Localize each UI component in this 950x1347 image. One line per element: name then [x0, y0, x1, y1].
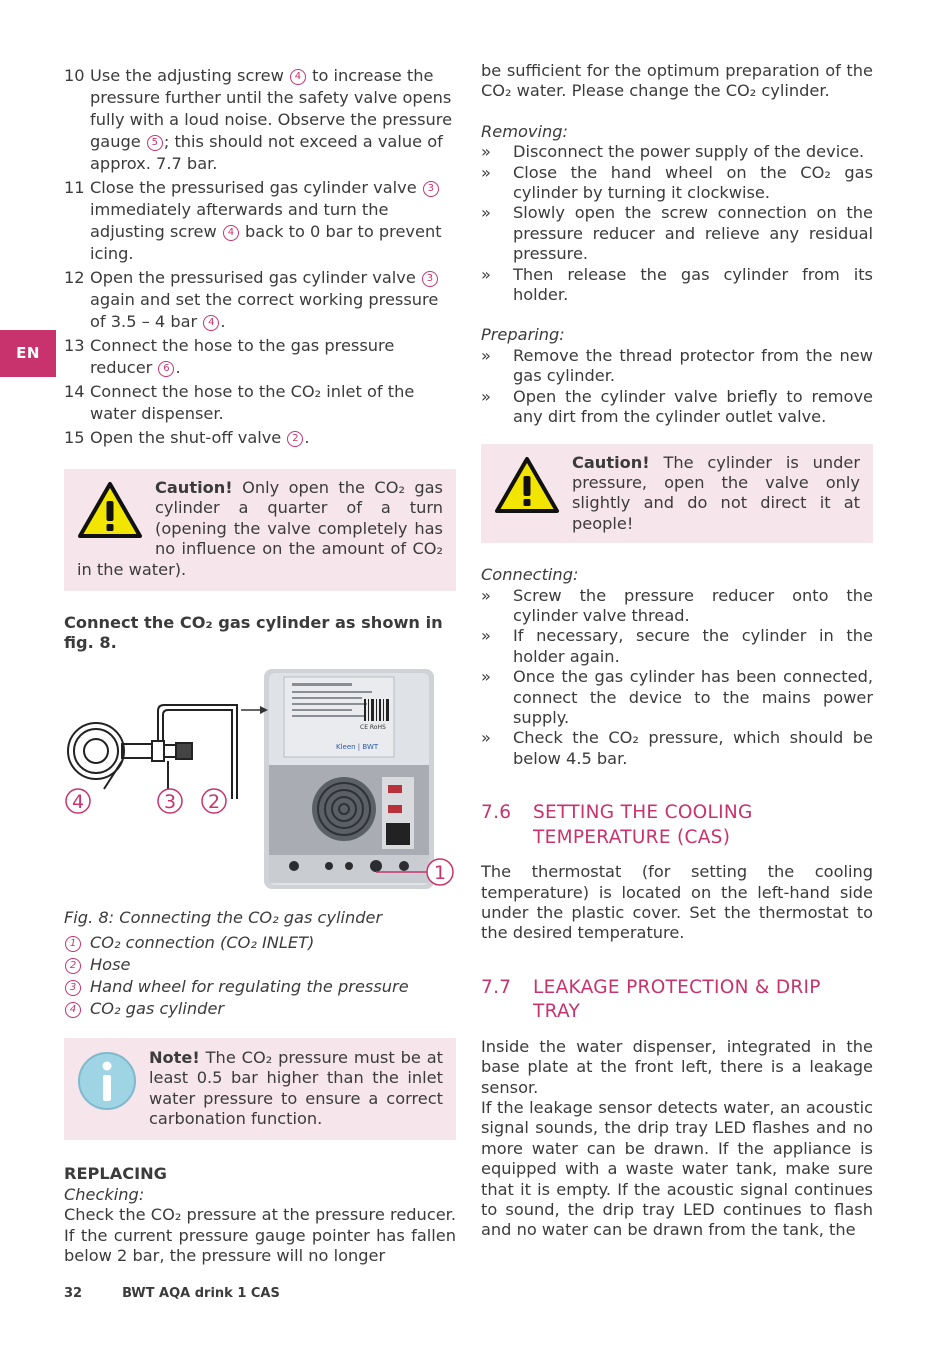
warning-icon — [494, 456, 560, 519]
bullet-mark: » — [481, 626, 491, 646]
step-text-part: Connect the hose to the gas pressure reducer — [90, 336, 395, 377]
legend-item — [64, 998, 456, 1020]
step-text — [90, 65, 456, 175]
svg-text:CE RoHS: CE RoHS — [360, 723, 386, 731]
callout-2: 2 — [207, 790, 221, 813]
step-item — [64, 65, 456, 175]
step-text-part: to increase the pressure further until the safety valve opens fully with a loud noise. Observe the pressure gauge — [90, 66, 453, 151]
bullet-mark: » — [481, 162, 491, 182]
warning-icon — [77, 481, 143, 544]
section-7-6-text: The thermostat (for setting the cooling temperature) is located on the left-hand side under the plastic cover. Set the thermostat to the desired temperature. — [481, 862, 873, 943]
legend-item — [64, 932, 456, 954]
step-text-part: again and set the correct working pressure of 3.5 – 4 bar — [90, 290, 439, 331]
page-number: 32 — [64, 1286, 83, 1301]
left-column — [64, 65, 456, 1267]
step-number: 11 — [64, 178, 85, 197]
step-text-part: Open the pressurised gas cylinder valve — [90, 268, 421, 287]
list-item — [481, 728, 873, 769]
connect-heading: Connect the CO₂ gas cylinder as shown in fig. 8. — [64, 613, 443, 653]
legend-item — [64, 954, 456, 976]
step-text-part: Close the pressurised gas cylinder valve — [90, 178, 422, 197]
list-item-text: Slowly open the screw connection on the pressure reducer and relieve any residual pressure. — [513, 203, 873, 264]
bullet-mark: » — [481, 728, 491, 748]
legend-text: CO₂ gas cylinder — [90, 998, 225, 1018]
step-text-part: Connect the hose to the CO₂ inlet of the water dispenser. — [90, 382, 415, 423]
document-title: BWT AQA drink 1 CAS — [122, 1286, 280, 1301]
legend-number: 3 — [65, 980, 81, 996]
language-tab: EN — [0, 330, 56, 377]
replacing-heading: REPLACING — [64, 1164, 167, 1184]
list-item — [481, 387, 873, 428]
section-7-7-paragraph-2: If the leakage sensor detects water, an acoustic signal sounds, the drip tray LED flashes and no more water can be drawn. If the appliance is equipped with a waste water tank, make sure that it is empty. If the acoustic signal continues to sound, the drip tray LED continues to flash and no water can be drawn from the tank, the — [481, 1098, 873, 1240]
legend-number: 1 — [65, 936, 81, 952]
continued-text: be sufficient for the optimum preparation of the CO₂ water. Please change the CO₂ cylinder. — [481, 61, 873, 101]
figure-8 — [64, 669, 456, 899]
step-number: 14 — [64, 382, 85, 401]
caution-label: Caution! — [155, 478, 233, 497]
list-item-text: Close the hand wheel on the CO₂ gas cylinder by turning it clockwise. — [513, 162, 873, 203]
list-item-text: Then release the gas cylinder from its holder. — [513, 264, 873, 305]
list-item — [481, 203, 873, 264]
list-item — [481, 163, 873, 204]
step-item — [64, 381, 456, 425]
bullet-mark: » — [481, 667, 491, 687]
bullet-mark: » — [481, 386, 491, 406]
caution-box-right — [481, 444, 873, 544]
reference-number: 4 — [290, 69, 306, 85]
step-text — [90, 427, 456, 449]
list-item-text: Once the gas cylinder has been connected, connect the device to the mains power supply. — [513, 667, 873, 727]
reference-number: 6 — [158, 361, 174, 377]
list-item — [481, 346, 873, 387]
removing-list — [481, 142, 873, 305]
checking-text: Check the CO₂ pressure at the pressure reducer. If the current pressure gauge pointer has fallen below 2 bar, the pressure will no longer — [64, 1205, 456, 1266]
reference-number: 5 — [147, 135, 163, 151]
step-text — [90, 381, 456, 425]
step-number: 15 — [64, 428, 85, 447]
reference-number: 4 — [223, 225, 239, 241]
callout-4: 4 — [71, 790, 85, 813]
bullet-mark: » — [481, 345, 491, 365]
list-item — [481, 667, 873, 728]
section-7-7-paragraph-1: Inside the water dispenser, integrated in the base plate at the front left, there is a leakage sensor. — [481, 1036, 873, 1097]
legend-item — [64, 976, 456, 998]
checking-label: Checking: — [64, 1184, 145, 1204]
step-number: 13 — [64, 336, 85, 355]
step-text — [90, 335, 456, 379]
list-item-text: Check the CO₂ pressure, which should be below 4.5 bar. — [513, 728, 873, 768]
figure-legend — [64, 932, 456, 1020]
list-item — [481, 586, 873, 627]
step-item — [64, 427, 456, 449]
step-text — [90, 267, 456, 333]
connecting-label: Connecting: — [481, 565, 579, 585]
legend-text: CO₂ connection (CO₂ INLET) — [90, 932, 315, 952]
steps-list — [64, 65, 456, 449]
caution-text: Only open the CO₂ gas cylinder a quarter of a turn (opening the valve completely has no influence on the amount of CO₂ in the water). — [77, 478, 443, 579]
list-item — [481, 265, 873, 306]
gas-cylinder-illustration — [68, 705, 237, 799]
caution-box-left — [64, 469, 456, 591]
section-number: 7.6 — [481, 802, 512, 824]
reference-number: 2 — [287, 431, 303, 447]
legend-number: 2 — [65, 958, 81, 974]
removing-label: Removing: — [481, 121, 568, 141]
reference-number: 3 — [422, 271, 438, 287]
section-title: SETTING THE COOLING TEMPERATURE (CAS) — [533, 802, 753, 848]
legend-text: Hand wheel for regulating the pressure — [90, 976, 409, 996]
callout-1: 1 — [433, 861, 447, 884]
list-item-text: Open the cylinder valve briefly to remove any dirt from the cylinder outlet valve. — [513, 386, 873, 427]
step-item — [64, 177, 456, 265]
step-text-part: Use the adjusting screw — [90, 66, 289, 85]
legend-text: Hose — [90, 954, 131, 974]
water-dispenser-illustration — [264, 669, 434, 889]
bullet-mark: » — [481, 264, 491, 284]
list-item-text: Screw the pressure reducer onto the cylinder valve thread. — [513, 585, 873, 625]
step-text-part: ; this should not exceed a value of approx. 7.7 bar. — [90, 132, 443, 173]
step-item — [64, 267, 456, 333]
right-column — [481, 61, 873, 1241]
step-number: 10 — [64, 66, 85, 85]
caution-text: The cylinder is under pressure, open the valve only slightly and do not direct it at people! — [572, 452, 860, 533]
callout-3: 3 — [163, 790, 177, 813]
step-text-part: immediately afterwards and turn the adjusting screw — [90, 200, 389, 241]
note-text: The CO₂ pressure must be at least 0.5 bar higher than the inlet water pressure to ensure a correct carbonation function. — [149, 1047, 443, 1129]
note-label: Note! — [149, 1047, 200, 1067]
step-text-part: Open the shut-off valve — [90, 428, 287, 447]
step-text — [90, 177, 456, 265]
step-text-part: . — [175, 358, 181, 377]
figure-caption: Fig. 8: Connecting the CO₂ gas cylinder — [64, 907, 383, 927]
section-number: 7.7 — [481, 976, 512, 998]
step-number: 12 — [64, 268, 85, 287]
info-icon — [77, 1051, 137, 1116]
svg-text:Kleen | BWT: Kleen | BWT — [336, 742, 379, 751]
page-footer — [64, 1286, 320, 1301]
note-box — [64, 1038, 456, 1141]
list-item — [481, 626, 873, 667]
step-text-part: . — [304, 428, 310, 447]
step-text-part: back to 0 bar to prevent icing. — [90, 222, 442, 263]
reference-number: 4 — [203, 315, 219, 331]
section-7-7-heading — [481, 976, 873, 1025]
list-item-text: If necessary, secure the cylinder in the holder again. — [513, 626, 873, 666]
bullet-mark: » — [481, 203, 491, 223]
step-text-part: . — [220, 312, 226, 331]
section-7-6-heading — [481, 801, 873, 850]
section-title: LEAKAGE PROTECTION & DRIP TRAY — [533, 976, 821, 1023]
connecting-list — [481, 586, 873, 770]
preparing-list — [481, 346, 873, 428]
list-item — [481, 142, 873, 162]
legend-number: 4 — [65, 1002, 81, 1018]
bullet-mark: » — [481, 142, 491, 162]
reference-number: 3 — [423, 181, 439, 197]
caution-label: Caution! — [572, 452, 650, 472]
preparing-label: Preparing: — [481, 325, 565, 345]
list-item-text: Remove the thread protector from the new gas cylinder. — [513, 345, 873, 386]
bullet-mark: » — [481, 585, 491, 605]
step-item — [64, 335, 456, 379]
list-item-text: Disconnect the power supply of the device. — [513, 142, 865, 162]
